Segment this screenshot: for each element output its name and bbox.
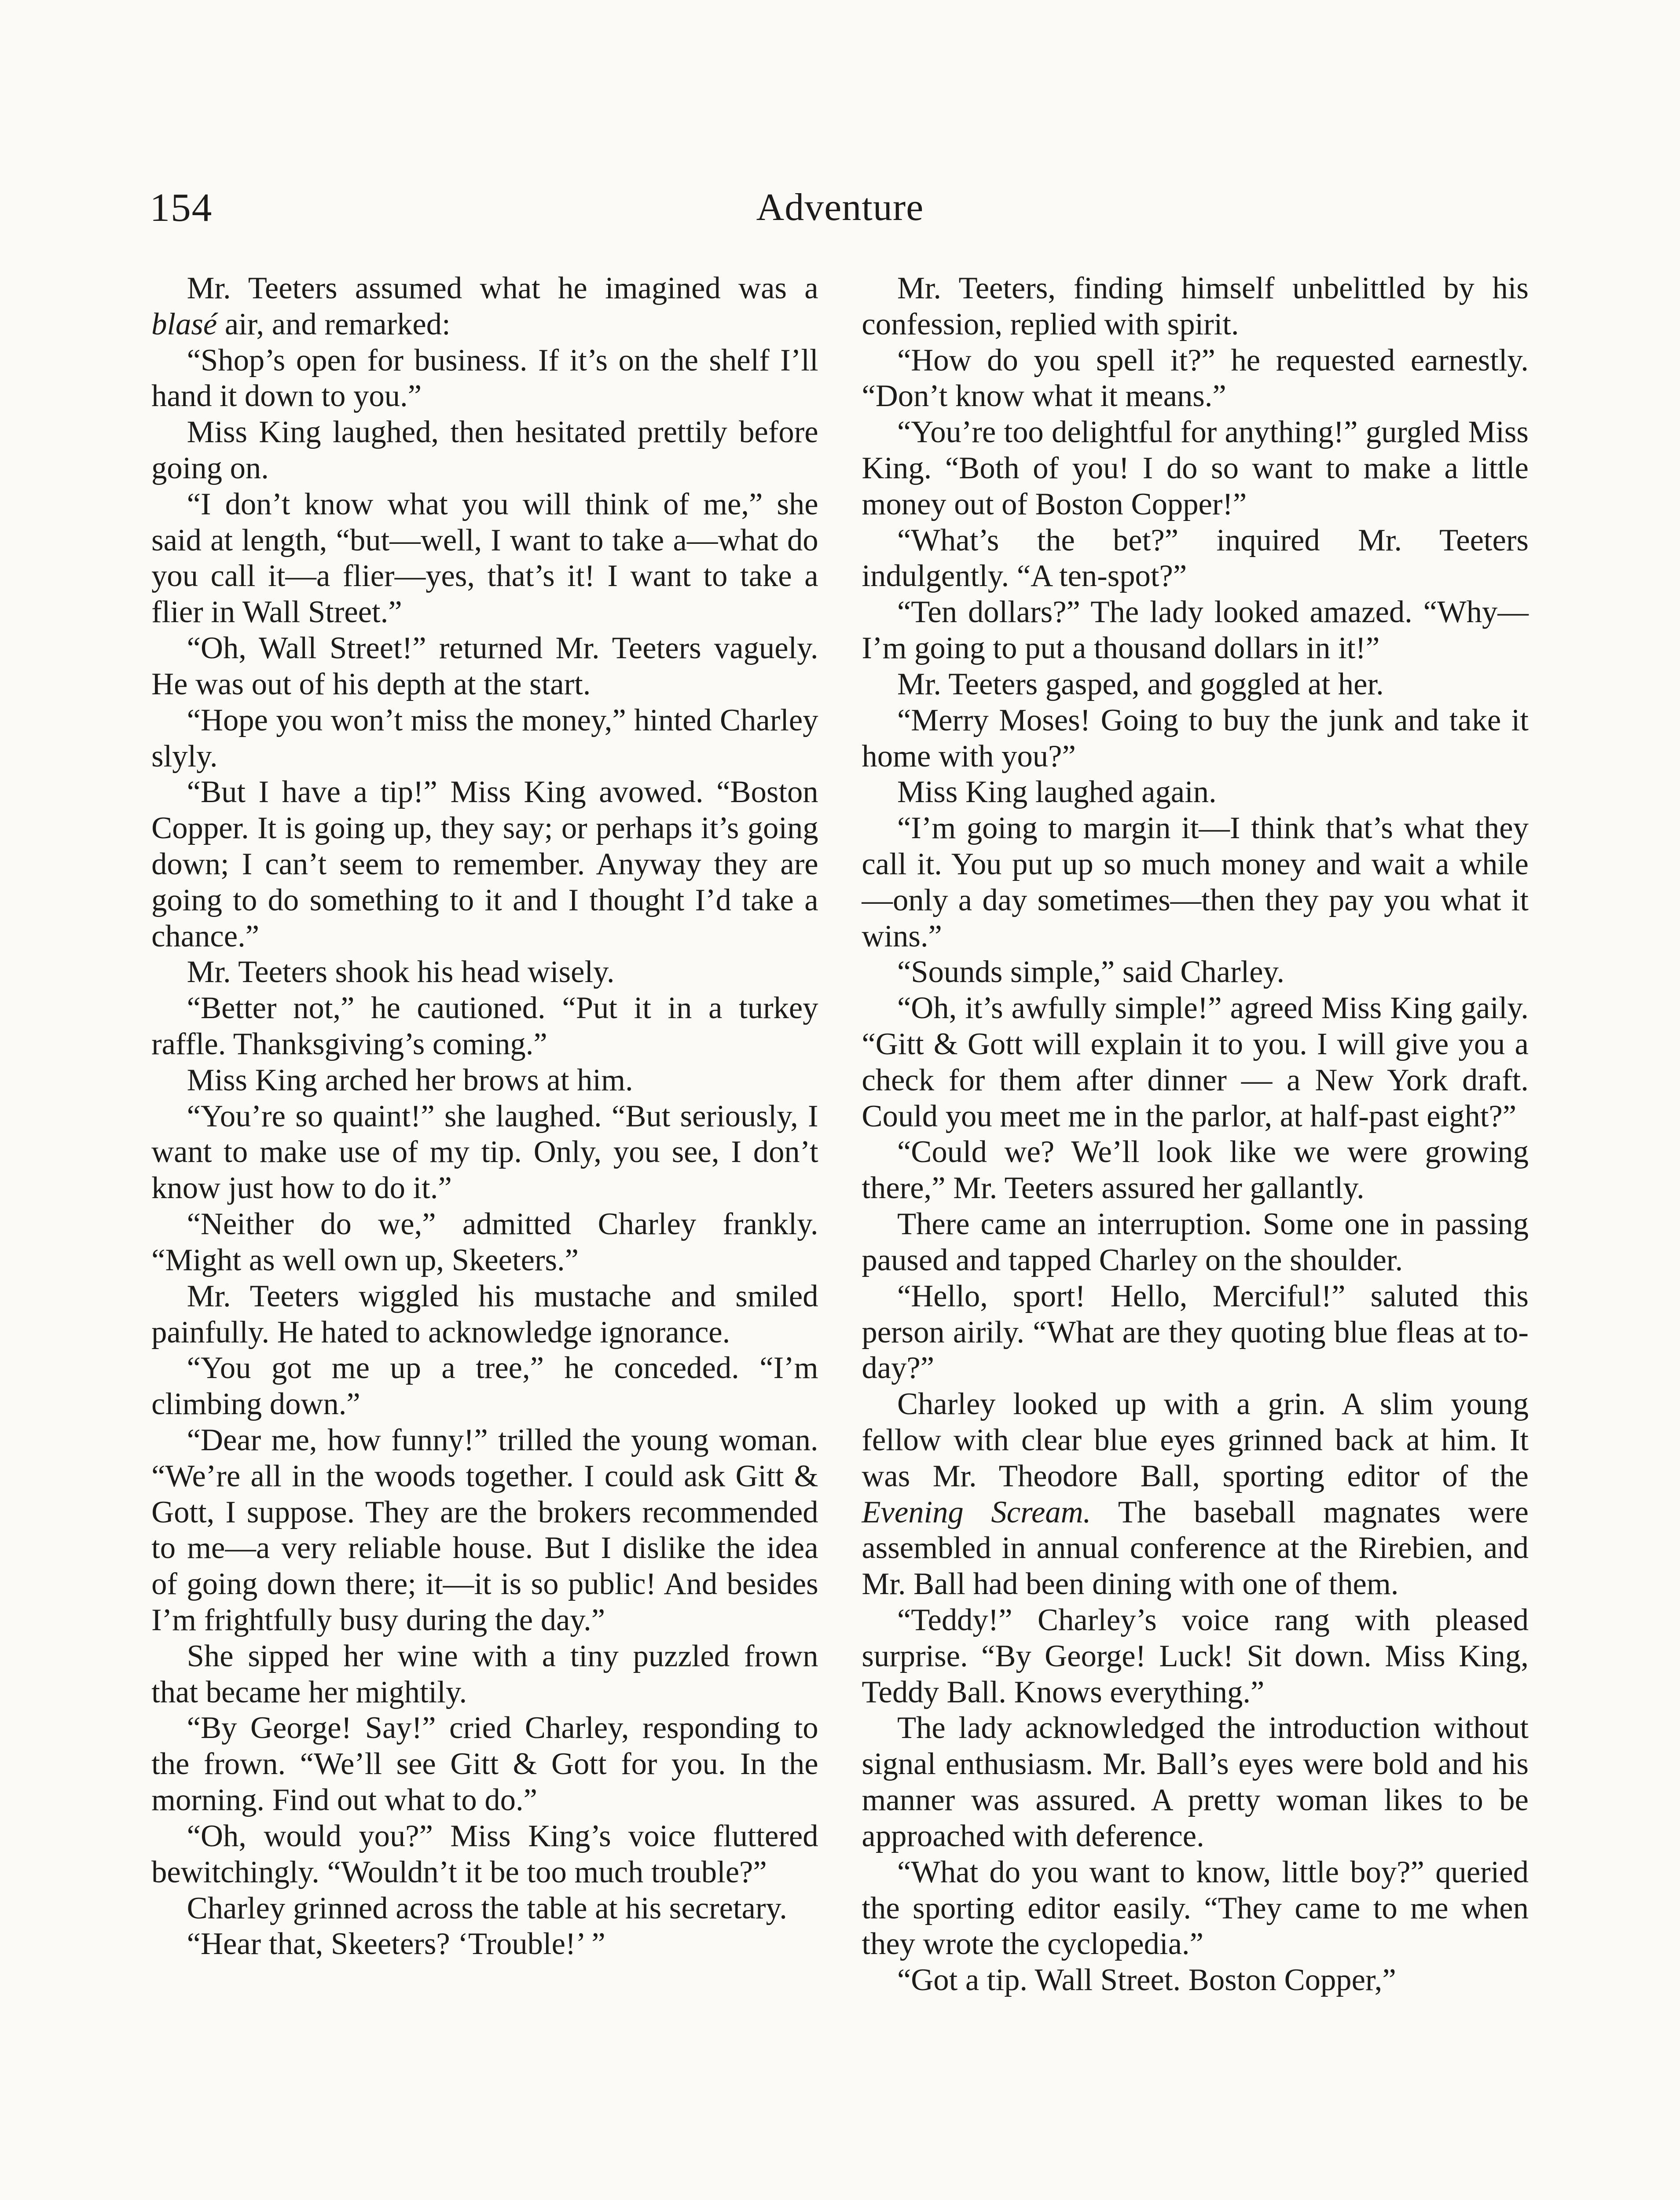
- paragraph: “Shop’s open for business. If it’s on the shelf I’ll hand it down to you.”: [151, 343, 818, 414]
- text-column-right: [862, 271, 1528, 1998]
- paragraph: “You got me up a tree,” he conceded. “I’m climbing down.”: [151, 1351, 818, 1422]
- paragraph: The lady acknowledged the introduction without signal enthusiasm. Mr. Ball’s eyes were bold and his manner was assured. A pretty woman likes to be approached with deference.: [862, 1711, 1529, 1853]
- paragraph: Mr. Teeters assumed what he imagined was a blasé air, and remarked:: [151, 271, 818, 341]
- paragraph: “Got a tip. Wall Street. Boston Copper,”: [897, 1963, 1396, 1998]
- paragraph: “What do you want to know, little boy?” queried the sporting editor easily. “They came to me when they wrote the cyclopedia.”: [862, 1855, 1529, 1962]
- paragraph: She sipped her wine with a tiny puzzled frown that became her mightily.: [151, 1639, 818, 1709]
- paragraph: “Oh, Wall Street!” returned Mr. Teeters vaguely. He was out of his depth at the start.: [151, 631, 818, 701]
- running-head-title: Adventure: [756, 186, 924, 229]
- paragraph: Mr. Teeters wiggled his mustache and smiled painfully. He hated to acknowledge ignorance.: [151, 1279, 818, 1349]
- paragraph: Charley grinned across the table at his secretary.: [187, 1891, 787, 1925]
- paragraph: Miss King laughed, then hesitated prettily before going on.: [151, 415, 818, 486]
- page-number: 154: [150, 185, 213, 230]
- text-column-left: [151, 271, 818, 1962]
- paragraph: Miss King arched her brows at him.: [187, 1063, 633, 1097]
- paragraph: “I don’t know what you will think of me,” she said at length, “but—well, I want to take a—what do you call it—a flier—yes, that’s it! I want to take a flier in Wall Street.”: [151, 487, 818, 630]
- paragraph: “Could we? We’ll look like we were growing there,” Mr. Teeters assured her gallantly.: [862, 1135, 1529, 1206]
- paragraph: “But I have a tip!” Miss King avowed. “Boston Copper. It is going up, they say; or perhaps it’s going down; I can’t seem to remember. Anyway they are going to do something to it and I thought I’d take a chance.”: [151, 775, 818, 953]
- paragraph: “Hello, sport! Hello, Merciful!” saluted this person airily. “What are they quoting blue fleas at to-day?”: [862, 1279, 1529, 1386]
- paragraph: “Merry Moses! Going to buy the junk and take it home with you?”: [862, 703, 1529, 774]
- paragraph: Mr. Teeters, finding himself unbelittled by his confession, replied with spirit.: [862, 271, 1529, 341]
- paragraph: “By George! Say!” cried Charley, responding to the frown. “We’ll see Gitt & Gott for you. In the morning. Find out what to do.”: [151, 1711, 818, 1818]
- paragraph: “Ten dollars?” The lady looked amazed. “Why—I’m going to put a thousand dollars in it!”: [862, 595, 1529, 666]
- paragraph: “Better not,” he cautioned. “Put it in a turkey raffle. Thanksgiving’s coming.”: [151, 991, 818, 1062]
- paragraph: Mr. Teeters shook his head wisely.: [187, 955, 615, 990]
- paragraph: “Teddy!” Charley’s voice rang with pleased surprise. “By George! Luck! Sit down. Miss King, Teddy Ball. Knows everything.”: [862, 1603, 1529, 1709]
- paragraph: Mr. Teeters gasped, and goggled at her.: [897, 667, 1384, 701]
- paragraph: “What’s the bet?” inquired Mr. Teeters indulgently. “A ten-spot?”: [862, 523, 1529, 594]
- paragraph: “Hear that, Skeeters? ‘Trouble!’ ”: [187, 1927, 605, 1962]
- paragraph: Charley looked up with a grin. A slim young fellow with clear blue eyes grinned back at him. It was Mr. Theodore Ball, sporting editor of the Evening Scream. The baseball magnates were assembled in annual conference at the Rirebien, and Mr. Ball had been dining with one of them.: [862, 1387, 1529, 1602]
- paragraph: “How do you spell it?” he requested earnestly. “Don’t know what it means.”: [862, 343, 1529, 414]
- paragraph: “You’re too delightful for anything!” gurgled Miss King. “Both of you! I do so want to make a little money out of Boston Copper!”: [862, 415, 1529, 521]
- paragraph: “Sounds simple,” said Charley.: [897, 955, 1284, 990]
- paragraph: “Oh, it’s awfully simple!” agreed Miss King gaily. “Gitt & Gott will explain it to you. I will give you a check for them after dinner — a New York draft. Could you meet me in the parlor, at half-past eight?”: [862, 991, 1529, 1133]
- paragraph: “Dear me, how funny!” trilled the young woman. “We’re all in the woods together. I could ask Gitt & Gott, I suppose. They are the brokers recommended to me—a very reliable house. But I dislike the idea of going down there; it—it is so public! And besides I’m frightfully busy during the day.”: [151, 1423, 818, 1638]
- paragraph: “You’re so quaint!” she laughed. “But seriously, I want to make use of my tip. Only, you see, I don’t know just how to do it.”: [151, 1099, 818, 1206]
- paragraph: “Neither do we,” admitted Charley frankly. “Might as well own up, Skeeters.”: [151, 1207, 818, 1277]
- paragraph: “Oh, would you?” Miss King’s voice fluttered bewitchingly. “Wouldn’t it be too much trouble?”: [151, 1819, 818, 1889]
- paragraph: There came an interruption. Some one in passing paused and tapped Charley on the shoulder.: [862, 1207, 1529, 1277]
- paragraph: “Hope you won’t miss the money,” hinted Charley slyly.: [151, 703, 818, 774]
- paragraph: Miss King laughed again.: [897, 775, 1217, 810]
- paragraph: “I’m going to margin it—I think that’s what they call it. You put up so much money and wait a while—only a day sometimes—then they pay you what it wins.”: [862, 811, 1529, 953]
